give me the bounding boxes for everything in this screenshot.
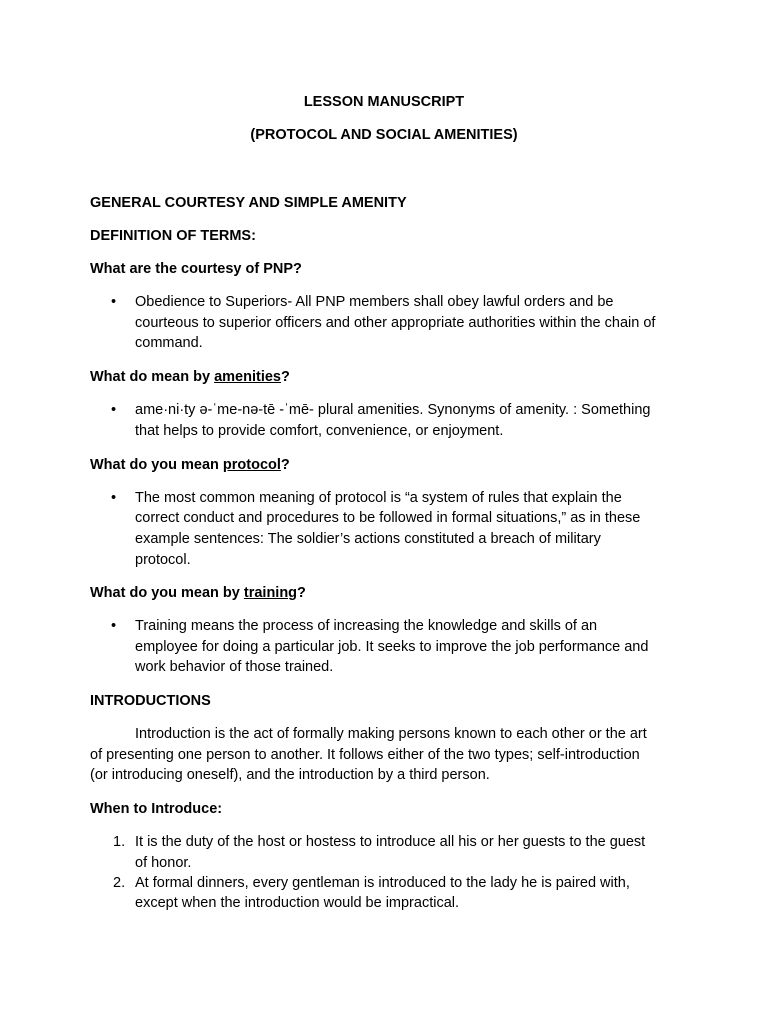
answer-line: Training means the process of increasing the knowledge and skills of an bbox=[135, 618, 598, 634]
list-item-line: It is the duty of the host or hostess to introduce all his or her guests to the guest bbox=[135, 834, 646, 850]
question-amenities bbox=[90, 367, 290, 388]
bullet-icon: • bbox=[111, 490, 117, 506]
list-item-line: except when the introduction would be impractical. bbox=[135, 895, 460, 911]
answer-line: work behavior of those trained. bbox=[135, 659, 334, 675]
document-title: LESSON MANUSCRIPT bbox=[303, 94, 465, 110]
list-item-line: of honor. bbox=[135, 855, 192, 871]
term-amenities: amenities bbox=[214, 369, 281, 385]
question-courtesy: What are the courtesy of PNP? bbox=[90, 261, 302, 277]
bullet-icon: • bbox=[111, 294, 117, 310]
question-suffix: ? bbox=[297, 585, 306, 601]
question-prefix: What do mean by bbox=[90, 369, 215, 385]
answer-line: that helps to provide comfort, convenience, or enjoyment. bbox=[135, 423, 504, 439]
document-subtitle: (PROTOCOL AND SOCIAL AMENITIES) bbox=[250, 127, 518, 143]
list-number: 2. bbox=[113, 875, 126, 891]
section-heading: GENERAL COURTESY AND SIMPLE AMENITY bbox=[90, 195, 407, 211]
question-prefix: What do you mean by bbox=[90, 585, 244, 601]
question-prefix: What do you mean bbox=[90, 457, 223, 473]
answer-line: example sentences: The soldier’s actions constituted a breach of military bbox=[135, 531, 601, 547]
definition-heading: DEFINITION OF TERMS: bbox=[90, 228, 256, 244]
question-suffix: ? bbox=[280, 457, 290, 473]
list-number: 1. bbox=[113, 834, 126, 850]
question-suffix: ? bbox=[280, 369, 290, 385]
paragraph-line: (or introducing oneself), and the introduction by a third person. bbox=[90, 767, 490, 783]
answer-line: command. bbox=[135, 335, 203, 351]
question-training bbox=[90, 583, 306, 604]
answer-line: protocol. bbox=[135, 552, 191, 568]
answer-line: Obedience to Superiors- All PNP members shall obey lawful orders and be bbox=[135, 294, 614, 310]
question-protocol bbox=[90, 455, 290, 476]
answer-line: employee for doing a particular job. It seeks to improve the job performance and bbox=[135, 639, 649, 655]
answer-line: ame·ni·ty ə-ˈme-nə-tē -ˈmē- plural amenities. Synonyms of amenity. : Something bbox=[135, 402, 651, 418]
answer-line: correct conduct and procedures to be followed in formal situations,” as in these bbox=[135, 510, 641, 526]
list-item-line: At formal dinners, every gentleman is introduced to the lady he is paired with, bbox=[135, 875, 630, 891]
bullet-icon: • bbox=[111, 618, 117, 634]
bullet-icon: • bbox=[111, 402, 117, 418]
when-heading: When to Introduce: bbox=[90, 801, 223, 817]
answer-line: courteous to superior officers and other appropriate authorities within the chain of bbox=[135, 315, 656, 331]
introductions-heading: INTRODUCTIONS bbox=[90, 693, 211, 709]
paragraph-line: Introduction is the act of formally making persons known to each other or the art bbox=[135, 726, 647, 742]
paragraph-line: of presenting one person to another. It follows either of the two types; self-introduction bbox=[90, 747, 640, 763]
answer-line: The most common meaning of protocol is “a system of rules that explain the bbox=[135, 490, 622, 506]
term-training: training bbox=[243, 585, 298, 601]
term-protocol: protocol bbox=[222, 457, 281, 473]
